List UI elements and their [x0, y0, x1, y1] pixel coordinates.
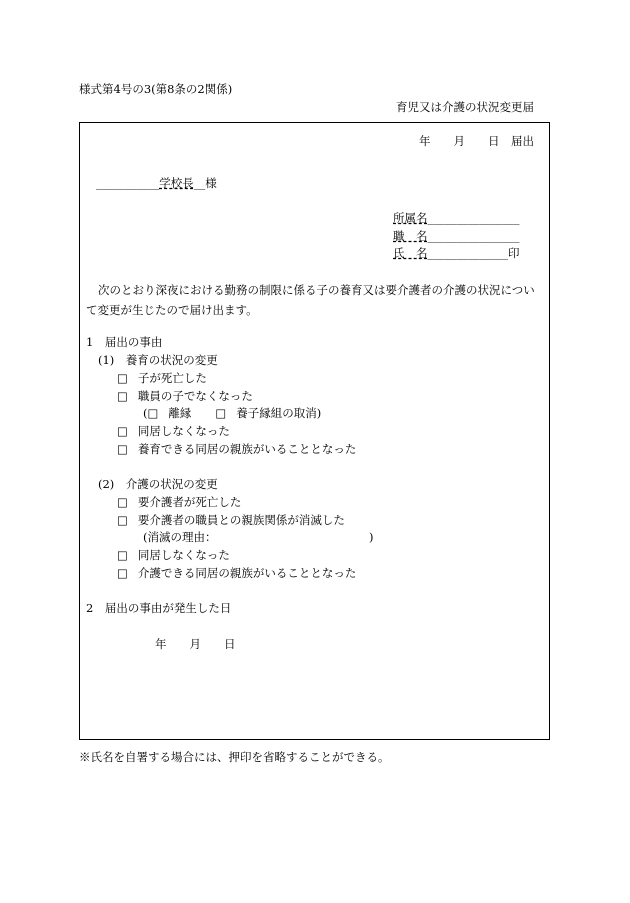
position-blank[interactable]: ________________ — [427, 229, 520, 243]
reason-label: (消滅の理由： — [143, 530, 217, 544]
addressee-blank-2: __ — [193, 176, 206, 190]
checkbox[interactable]: □ — [117, 513, 128, 527]
section1-sub1-heading: (1) 養育の状況の変更 — [98, 353, 218, 367]
position-label: 職 名 — [393, 229, 428, 243]
option-label: 職員の子でなくなった — [137, 389, 253, 403]
section2-heading: 2 届出の事由が発生した日 — [86, 601, 232, 615]
addressee-line — [96, 176, 217, 190]
option-label: 同居しなくなった — [137, 424, 230, 438]
name-field[interactable] — [393, 246, 520, 260]
option-relative-caregiver-1[interactable] — [117, 442, 356, 456]
checkbox-divorce[interactable]: □ — [147, 406, 159, 420]
occurrence-date[interactable]: 年 月 日 — [155, 637, 236, 651]
checkbox-adoption-cancel[interactable]: □ — [215, 406, 227, 420]
option-label: 要介護者が死亡した — [137, 495, 242, 509]
option-label: 同居しなくなった — [137, 548, 230, 562]
name-label: 氏 名 — [393, 246, 428, 260]
affiliation-field[interactable] — [393, 211, 520, 225]
affiliation-label: 所属名 — [393, 211, 428, 225]
option-label: 子が死亡した — [137, 371, 207, 385]
reason-close-paren: ) — [369, 530, 374, 544]
checkbox[interactable]: □ — [117, 495, 128, 509]
affiliation-blank[interactable]: ________________ — [427, 211, 520, 225]
checkbox[interactable]: □ — [117, 548, 128, 562]
school-head-label: 学校長 — [159, 176, 194, 190]
addressee-blank[interactable]: ___________ — [96, 176, 160, 190]
form-number: 様式第4号の3(第8条の2関係) — [79, 82, 233, 96]
option-label: 介護できる同居の親族がいることとなった — [137, 566, 357, 580]
reason-open-paren: ( — [143, 406, 148, 420]
intro-paragraph: 次のとおり深夜における勤務の制限に係る子の養育又は要介護者の介護の状況について変更が生じたので届け出ます。 — [86, 283, 535, 317]
position-field[interactable] — [393, 229, 520, 243]
footnote: ※氏名を自署する場合には、押印を省略することができる。 — [79, 750, 390, 764]
adoption-cancel-label: 養子縁組の取消) — [236, 406, 322, 420]
option-no-longer-child[interactable] — [117, 389, 253, 403]
checkbox[interactable]: □ — [117, 389, 128, 403]
checkbox[interactable]: □ — [117, 566, 128, 580]
section1-heading: 1 届出の事由 — [86, 335, 163, 349]
option-relation-ended[interactable] — [117, 513, 345, 527]
section1-sub2-heading: (2) 介護の状況の変更 — [98, 477, 218, 491]
reason-options — [143, 406, 321, 420]
checkbox[interactable]: □ — [117, 371, 128, 385]
submission-date-line[interactable]: 年 月 日 届出 — [419, 134, 534, 148]
option-no-cohabit-1[interactable] — [117, 424, 230, 438]
option-label: 要介護者の職員との親族関係が消滅した — [137, 513, 345, 527]
name-blank[interactable]: ______________ — [427, 246, 508, 260]
divorce-label: 離縁 — [168, 406, 192, 420]
seal-mark: 印 — [508, 246, 520, 260]
option-care-recipient-death[interactable] — [117, 495, 241, 509]
option-no-cohabit-2[interactable] — [117, 548, 230, 562]
checkbox[interactable]: □ — [117, 424, 128, 438]
form-title: 育児又は介護の状況変更届 — [396, 100, 534, 114]
option-child-death[interactable] — [117, 371, 207, 385]
option-relative-caregiver-2[interactable] — [117, 566, 356, 580]
option-label: 養育できる同居の親族がいることとなった — [137, 442, 357, 456]
honorific: 様 — [205, 176, 217, 190]
checkbox[interactable]: □ — [117, 442, 128, 456]
